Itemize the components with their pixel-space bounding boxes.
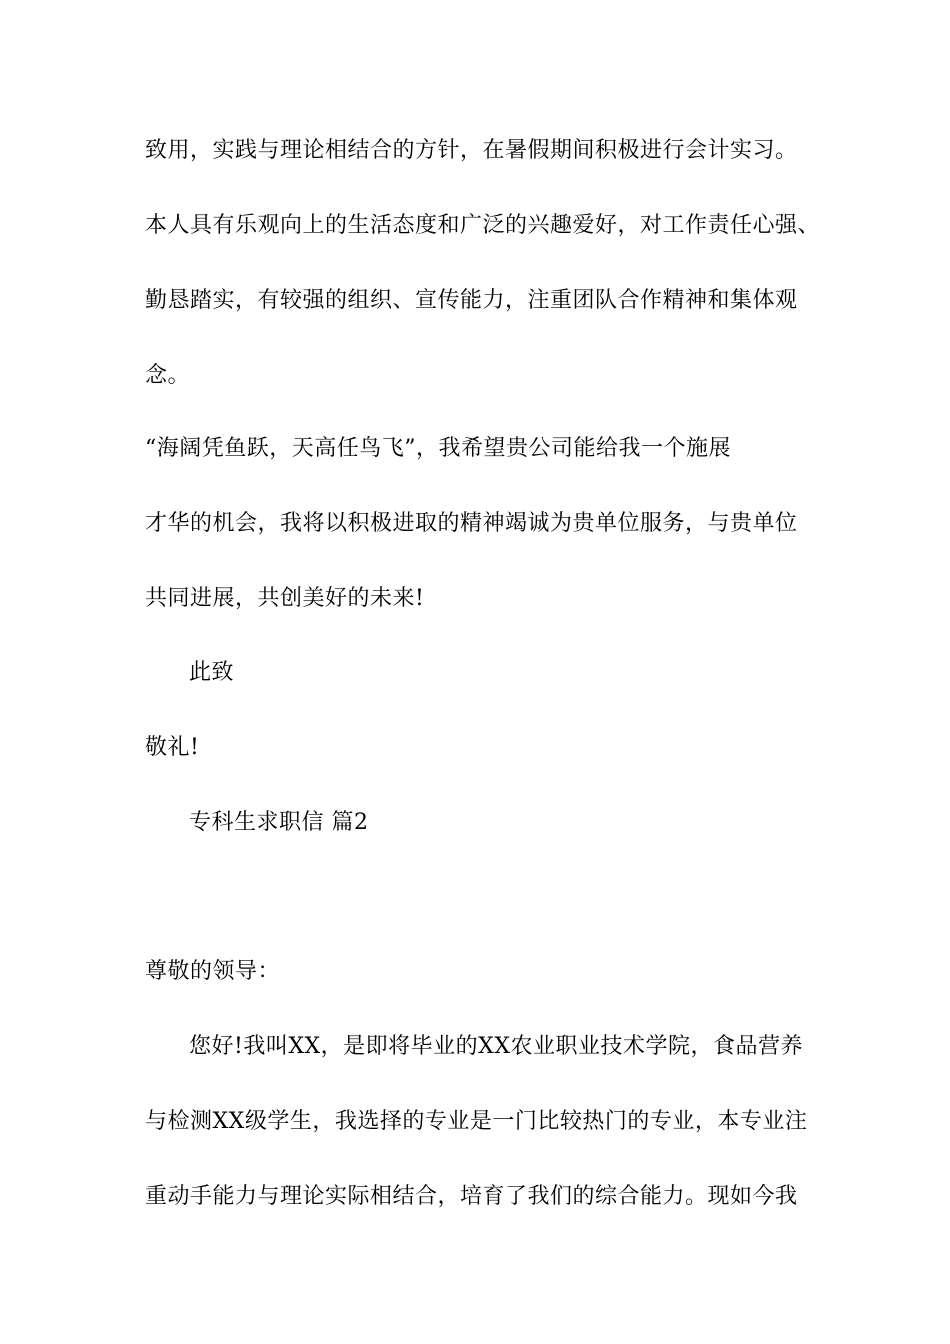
- paragraph-line: 念。: [145, 363, 191, 388]
- section-heading: 专科生求职信 篇2: [189, 810, 369, 835]
- paragraph-line: 共同进展，共创美好的未来!: [145, 586, 425, 611]
- closing-salutation: 此致: [189, 660, 235, 685]
- paragraph-line: 勤恳踏实，有较强的组织、宣传能力，注重团队合作精神和集体观: [145, 288, 798, 313]
- paragraph-line: 重动手能力与理论实际相结合，培育了我们的综合能力。现如今我: [145, 1184, 798, 1209]
- paragraph-line: 您好!我叫XX，是即将毕业的XX农业职业技术学院，食品营养: [189, 1034, 803, 1059]
- paragraph-line: 致用，实践与理论相结合的方针，在暑假期间积极进行会计实习。: [145, 138, 798, 163]
- greeting-line: 尊敬的领导：: [145, 959, 281, 984]
- quote-paragraph-line: “海阔凭鱼跃，天高任鸟飞”，我希望贵公司能给我一个施展: [145, 436, 731, 461]
- paragraph-line: 本人具有乐观向上的生活态度和广泛的兴趣爱好，对工作责任心强、: [145, 213, 821, 238]
- paragraph-line: 才华的机会，我将以积极进取的精神竭诚为贵单位服务，与贵单位: [145, 511, 798, 536]
- closing-regards: 敬礼!: [145, 735, 200, 760]
- paragraph-line: 与检测XX级学生，我选择的专业是一门比较热门的专业，本专业注: [145, 1109, 808, 1134]
